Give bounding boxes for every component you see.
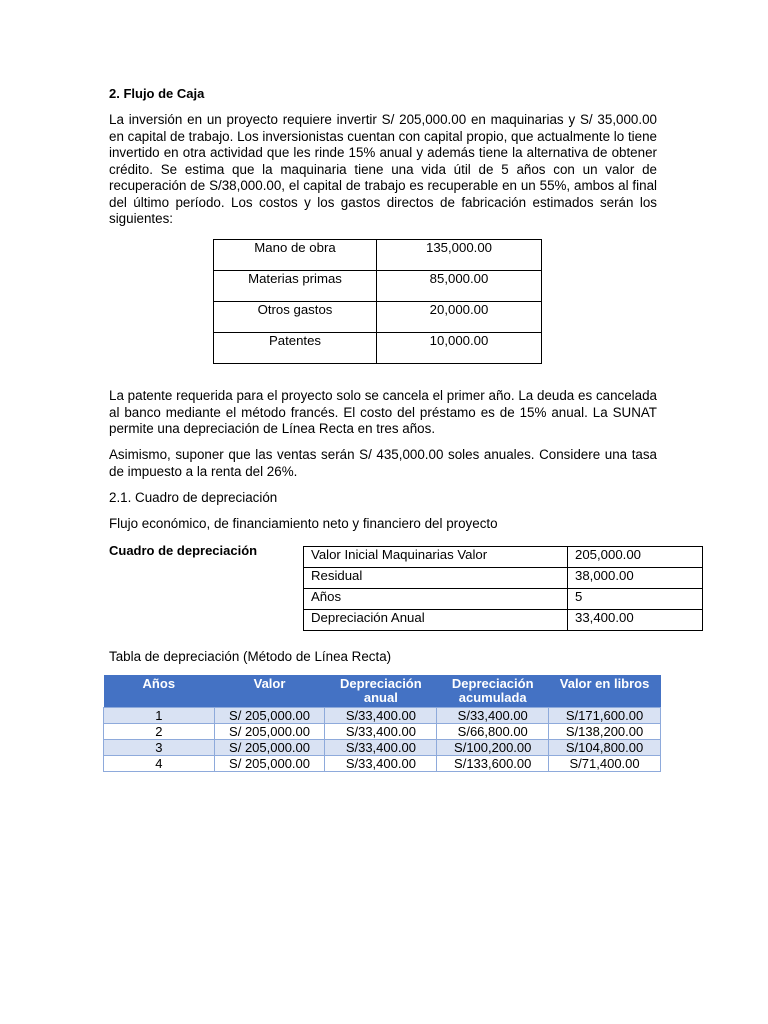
cuadro-key: Años — [304, 589, 568, 610]
cost-value: 85,000.00 — [377, 271, 542, 302]
cell-year: 4 — [104, 756, 215, 772]
depreciation-table — [103, 675, 661, 772]
flujo-line: Flujo económico, de financiamiento neto y financiero del proyecto — [109, 516, 498, 531]
column-header: Años — [104, 675, 215, 708]
patente-paragraph: La patente requerida para el proyecto solo se cancela el primer año. La deuda es cancelada al banco mediante el método francés. El costo del préstamo es de 15% anual. La SUNAT permite una depreciación de Línea Recta en tres años. — [109, 388, 657, 436]
table-row — [304, 589, 703, 610]
table-row — [104, 724, 661, 740]
column-header: Valor en libros — [549, 675, 661, 708]
cost-label: Mano de obra — [214, 240, 377, 271]
dep-table-caption: Tabla de depreciación (Método de Línea Recta) — [109, 649, 392, 664]
cell-annual: S/33,400.00 — [325, 708, 437, 724]
cuadro-key: Depreciación Anual — [304, 610, 568, 631]
costs-table — [213, 239, 542, 364]
ventas-paragraph: Asimismo, suponer que las ventas serán S/ 435,000.00 soles anuales. Considere una tasa de impuesto a la renta del 26%. — [109, 447, 657, 479]
cell-value: S/ 205,000.00 — [214, 756, 325, 772]
cell-year: 3 — [104, 740, 215, 756]
cell-accumulated: S/66,800.00 — [437, 724, 549, 740]
cuadro-table — [303, 546, 703, 631]
cell-annual: S/33,400.00 — [325, 740, 437, 756]
cuadro-value: 33,400.00 — [568, 610, 703, 631]
cost-label: Otros gastos — [214, 302, 377, 333]
table-row — [304, 568, 703, 589]
cuadro-value: 205,000.00 — [568, 547, 703, 568]
table-row — [304, 547, 703, 568]
table-row — [214, 240, 542, 271]
cuadro-key: Valor Inicial Maquinarias Valor — [304, 547, 568, 568]
cell-book-value: S/138,200.00 — [549, 724, 661, 740]
table-row — [214, 271, 542, 302]
cell-value: S/ 205,000.00 — [214, 740, 325, 756]
cell-accumulated: S/33,400.00 — [437, 708, 549, 724]
cell-book-value: S/171,600.00 — [549, 708, 661, 724]
table-row — [214, 333, 542, 364]
column-header: Valor — [214, 675, 325, 708]
cuadro-label: Cuadro de depreciación — [109, 543, 258, 558]
column-header: Depreciación anual — [325, 675, 437, 708]
table-header-row — [104, 675, 661, 708]
cell-value: S/ 205,000.00 — [214, 708, 325, 724]
cell-annual: S/33,400.00 — [325, 756, 437, 772]
table-row — [104, 740, 661, 756]
column-header: Depreciación acumulada — [437, 675, 549, 708]
table-row — [304, 610, 703, 631]
cell-book-value: S/71,400.00 — [549, 756, 661, 772]
cell-accumulated: S/100,200.00 — [437, 740, 549, 756]
intro-paragraph: La inversión en un proyecto requiere invertir S/ 205,000.00 en maquinarias y S/ 35,000.00 en capital de trabajo. Los inversionistas cuentan con capital propio, que actualmente lo tiene invertido en otra actividad que les rinde 15% anual y además tiene la alternativa de obtener crédito. Se estima que la maquinaria tiene una vida útil de 5 años con un valor de recuperación de S/38,000.00, el capital de trabajo es recuperable en un 55%, ambos al final del último período. Los costos y los gastos directos de fabricación estimados serán los siguientes: — [109, 112, 657, 226]
cell-year: 1 — [104, 708, 215, 724]
table-row — [104, 708, 661, 724]
cell-year: 2 — [104, 724, 215, 740]
cuadro-value: 38,000.00 — [568, 568, 703, 589]
cost-label: Patentes — [214, 333, 377, 364]
table-row — [214, 302, 542, 333]
table-row — [104, 756, 661, 772]
cost-value: 20,000.00 — [377, 302, 542, 333]
cell-annual: S/33,400.00 — [325, 724, 437, 740]
cuadro-value: 5 — [568, 589, 703, 610]
subsection-title: 2.1. Cuadro de depreciación — [109, 490, 278, 505]
cell-accumulated: S/133,600.00 — [437, 756, 549, 772]
cost-label: Materias primas — [214, 271, 377, 302]
cost-value: 10,000.00 — [377, 333, 542, 364]
cell-book-value: S/104,800.00 — [549, 740, 661, 756]
cell-value: S/ 205,000.00 — [214, 724, 325, 740]
cost-value: 135,000.00 — [377, 240, 542, 271]
cuadro-key: Residual — [304, 568, 568, 589]
section-heading: 2. Flujo de Caja — [109, 86, 205, 101]
